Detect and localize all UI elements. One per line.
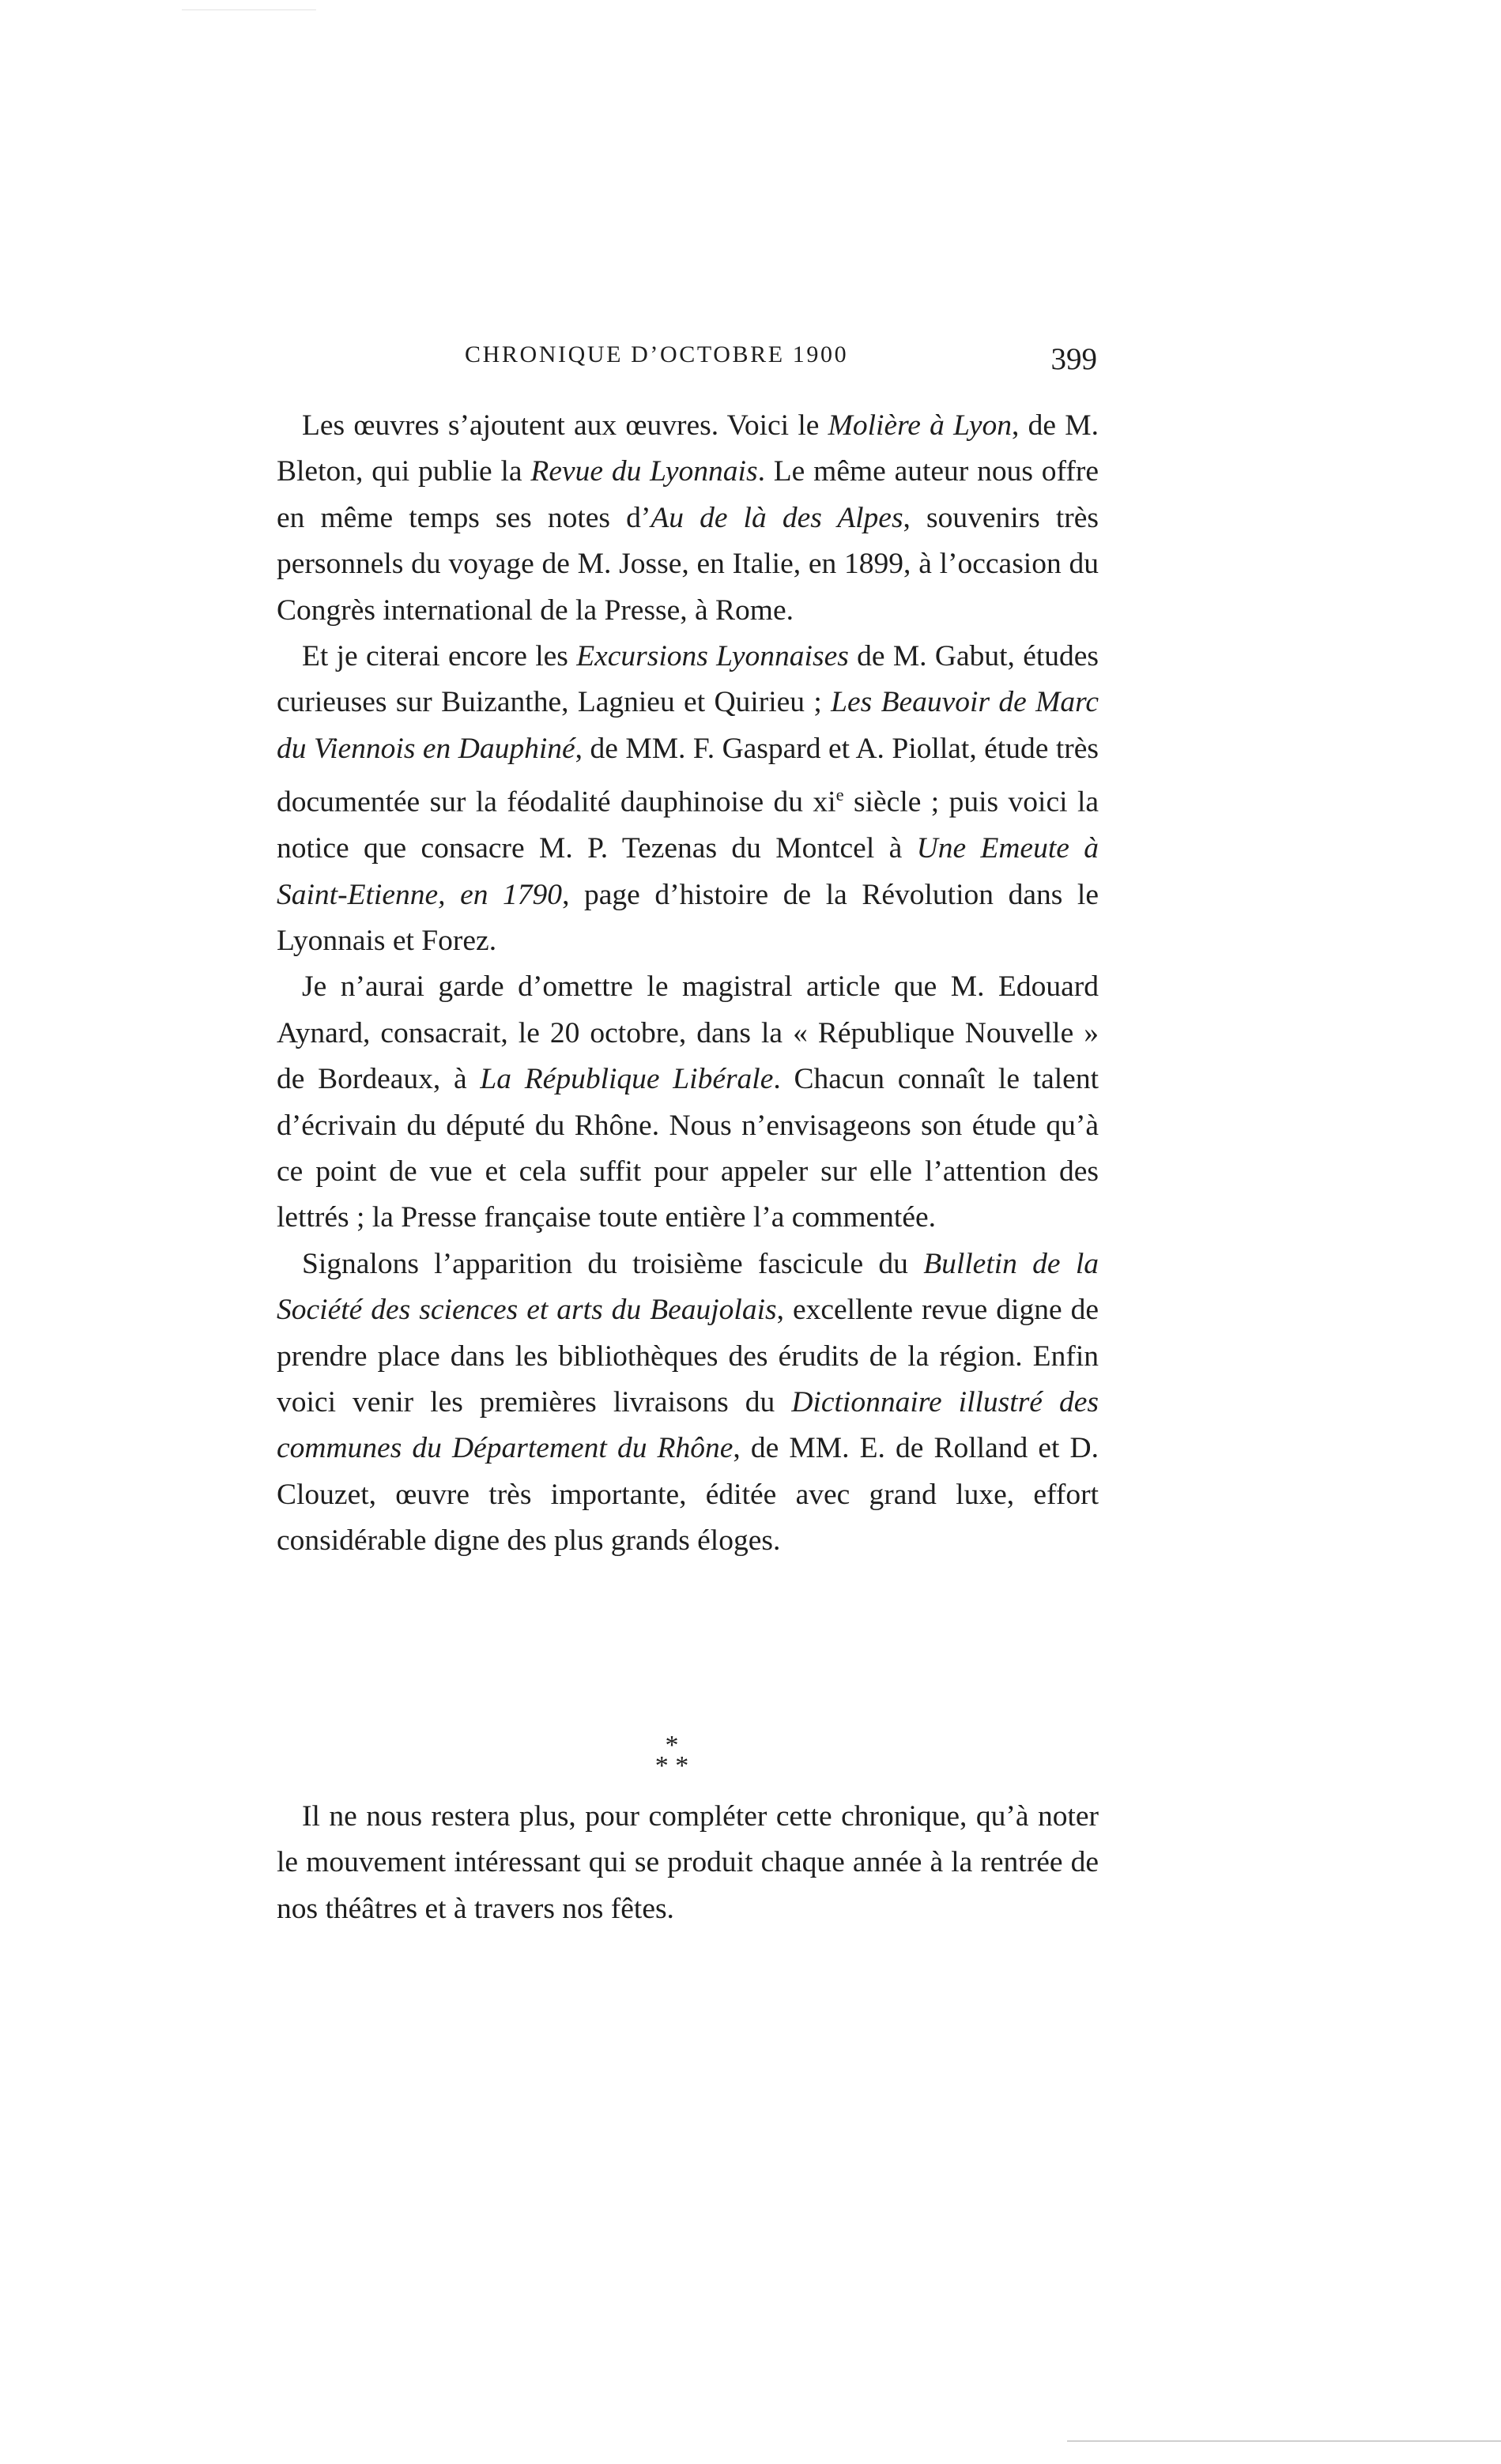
italic-title: Bulletin de la Société des sciences et arts du Beaujolais bbox=[277, 1247, 1099, 1327]
paragraph-1 bbox=[277, 403, 1099, 634]
superscript: e bbox=[835, 785, 844, 805]
closing-paragraph-1 bbox=[277, 1794, 1099, 1932]
italic-title: Une Emeute à Saint-Etienne, en 1790 bbox=[277, 832, 1099, 911]
italic-title: Revue du Lyonnais bbox=[530, 455, 758, 488]
text-run: Il ne nous restera plus, pour compléter cette chronique, qu’à noter le mouvement intéressant qui se produit chaque année à la rentrée de nos théâtres et à travers nos fêtes. bbox=[277, 1800, 1099, 1925]
text-run: Et je citerai encore les bbox=[302, 640, 577, 673]
text-run: , page d’histoire de la Révolution dans le Lyonnais et Forez. bbox=[277, 878, 1099, 957]
italic-title: La République Libérale bbox=[480, 1063, 774, 1096]
text-run: Les œuvres s’ajoutent aux œuvres. Voici le bbox=[302, 409, 828, 442]
page-edge-mark bbox=[182, 9, 316, 10]
italic-title: Excursions Lyonnaises bbox=[576, 640, 849, 673]
italic-title: Molière à Lyon bbox=[828, 409, 1013, 442]
italic-title: Dictionnaire illustré des communes du Département du Rhône bbox=[277, 1386, 1099, 1465]
italic-title: Au de là des Alpes bbox=[651, 501, 903, 534]
closing-text bbox=[277, 1794, 1099, 1932]
scan-edge-line bbox=[1067, 2440, 1501, 2442]
text-run: , de MM. E. de Rolland et D. Clouzet, œuvre très importante, éditée avec grand luxe, effort considérable digne des plus grands éloges. bbox=[277, 1432, 1099, 1558]
text-run: . Le même auteur nous offre en même temps ses notes d’ bbox=[277, 455, 1099, 534]
text-run: Je n’aurai garde d’omettre le magistral article que M. Edouard Aynard, consacrait, le 20 octobre, dans la « République Nouvelle » de Bordeaux, à bbox=[277, 970, 1099, 1096]
paragraph-3 bbox=[277, 964, 1099, 1241]
asterism-bottom: * * bbox=[654, 1751, 689, 1780]
italic-title: Les Beauvoir de Marc du Viennois en Dauphiné bbox=[277, 686, 1099, 765]
text-run: , excellente revue digne de prendre place dans les bibliothèques des érudits de la région. Enfin voici venir les premières livraisons du bbox=[277, 1294, 1099, 1419]
text-run: . Chacun connaît le talent d’écrivain du député du Rhône. Nous n’envisageons son étude qu’à ce point de vue et cela suffit pour appeler sur elle l’attention des lettrés ; la Presse française toute entière l’a commentée. bbox=[277, 1063, 1099, 1234]
section-break-asterism bbox=[648, 1731, 696, 1791]
text-run: , souvenirs très personnels du voyage de M. Josse, en Italie, en 1899, à l’occasion du Congrès international de la Presse, à Rome. bbox=[277, 501, 1099, 627]
running-title: CHRONIQUE D’OCTOBRE 1900 bbox=[465, 341, 849, 367]
text-run: Signalons l’apparition du troisième fascicule du bbox=[302, 1247, 924, 1280]
asterism-top: * bbox=[665, 1731, 679, 1760]
text-run: siècle ; puis voici la notice que consacre M. P. Tezenas du Montcel à bbox=[277, 786, 1099, 865]
text-run: , de MM. F. Gaspard et A. Piollat, étude très documentée sur la féodalité dauphinoise du xi bbox=[277, 732, 1099, 819]
text-run: , de M. Bleton, qui publie la bbox=[277, 409, 1099, 488]
page-number: 399 bbox=[1050, 342, 1097, 376]
body-text bbox=[277, 403, 1099, 1565]
text-run: de M. Gabut, études curieuses sur Buizanthe, Lagnieu et Quirieu ; bbox=[277, 640, 1099, 719]
running-head bbox=[465, 341, 1097, 389]
paragraph-2 bbox=[277, 634, 1099, 964]
paragraph-4 bbox=[277, 1241, 1099, 1565]
